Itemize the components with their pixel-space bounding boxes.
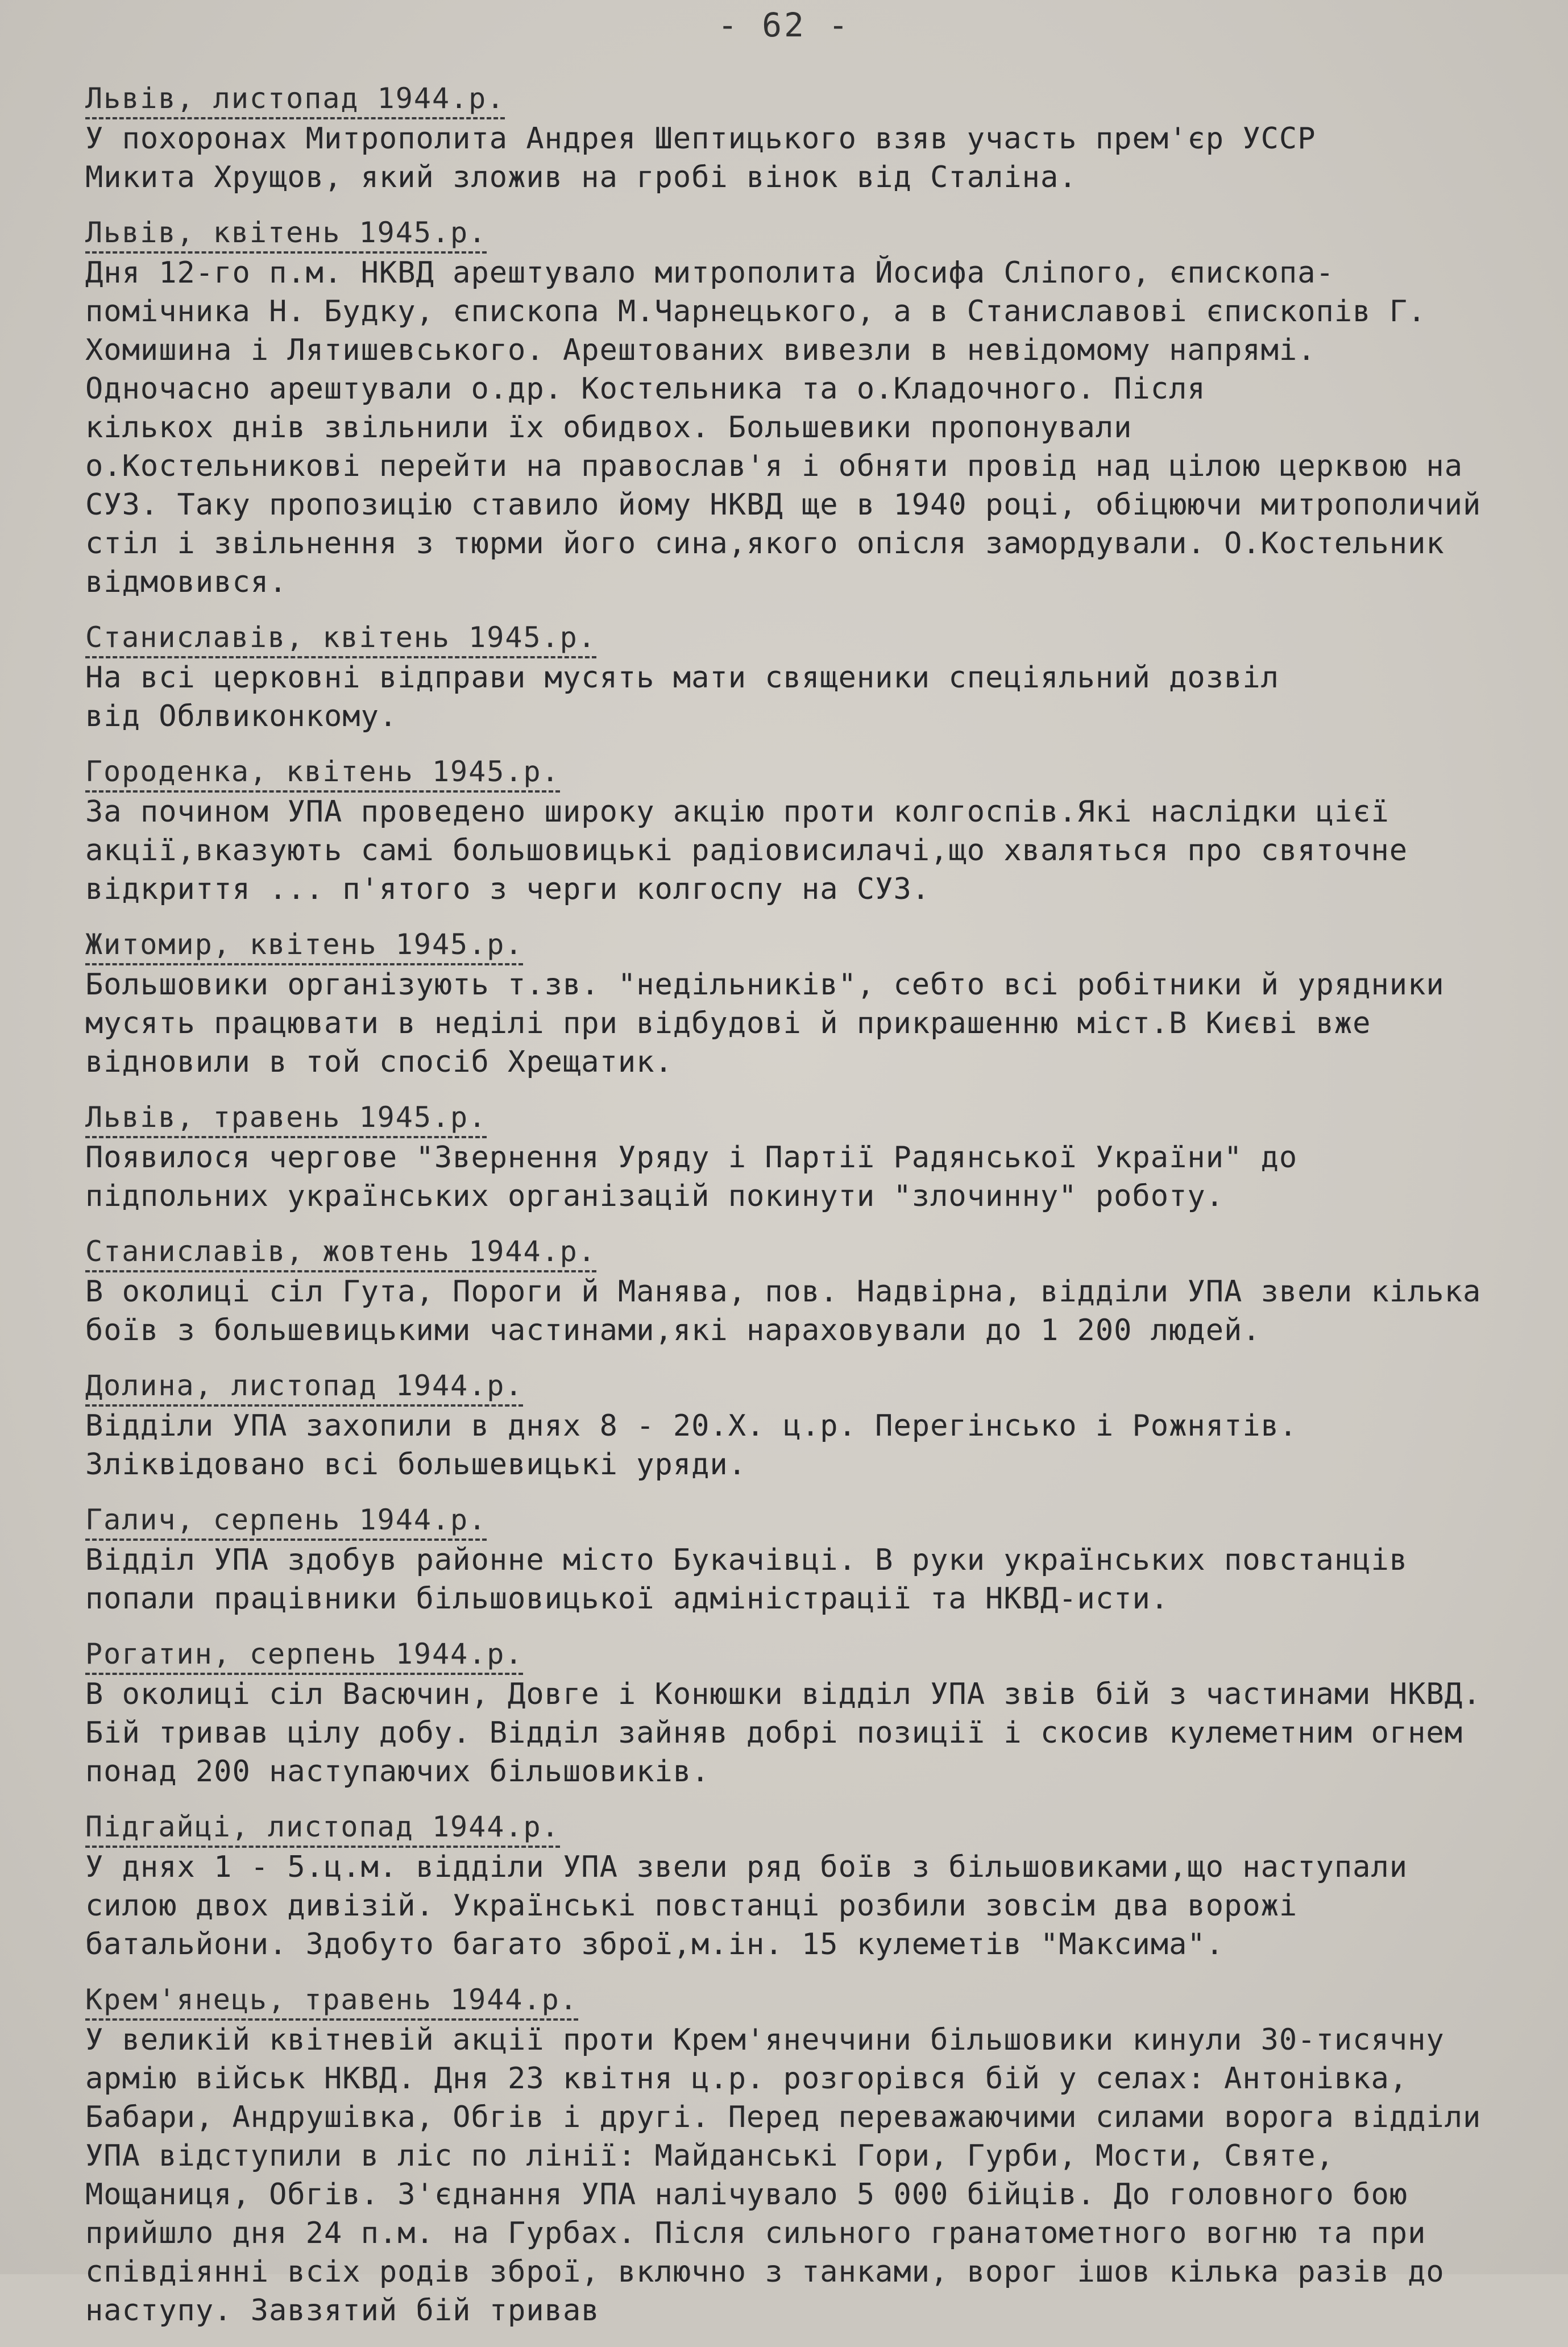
entry-dolyna-nov-1944 — [85, 1367, 1495, 1484]
entry-heading: Галич, серпень 1944.р. — [85, 1501, 487, 1541]
entry-heading: Львів, квітень 1945.р. — [85, 214, 487, 254]
entry-stanyslaviv-oct-1944 — [85, 1233, 1495, 1350]
entry-heading: Житомир, квітень 1945.р. — [85, 926, 523, 965]
entry-text: Відділ УПА здобув районне місто Букачівці. В руки українських повстанців попали працівники більшовицької адміністрації та НКВД-исти. — [85, 1543, 1408, 1616]
entry-text: Відділи УПА захопили в днях 8 - 20.X. ц.р. Перегінсько і Рожнятів. Зліквідовано всі большевицькі уряди. — [85, 1409, 1298, 1482]
entry-text: У похоронах Митрополита Андрея Шептицького взяв участь прем'єр УССР Микита Хрущов, який зложив на гробі вінок від Сталіна. — [85, 122, 1316, 194]
entry-heading: Долина, листопад 1944.р. — [85, 1367, 523, 1407]
entry-heading: Крем'янець, травень 1944.р. — [85, 1981, 578, 2021]
entry-heading: Підгайці, листопад 1944.р. — [85, 1808, 560, 1848]
entry-horodenka-apr-1945 — [85, 753, 1495, 909]
entry-stanyslaviv-apr-1945 — [85, 619, 1495, 736]
entry-pidhaitsi-nov-1944 — [85, 1808, 1495, 1964]
entry-text: За почином УПА проведено широку акцію проти колгоспів.Які наслідки цієї акції,вказують самі большовицькі радіовисилачі,що хваляться про святочне відкриття ... п'ятого з черги колгоспу на СУЗ. — [85, 795, 1408, 906]
page-number: - 62 - — [717, 6, 851, 44]
entry-text: На всі церковні відправи мусять мати священики спеціяльний дозвіл від Облвиконкому. — [85, 661, 1279, 733]
chronicle-entries — [85, 80, 1495, 2347]
entry-text: У днях 1 - 5.ц.м. відділи УПА звели ряд боїв з більшовиками,що наступали силою двох дивізій. Українські повстанці розбили зовсім два ворожі батальйони. Здобуто багато зброї,м.ін. 15 кулеметів "Максима". — [85, 1850, 1408, 1962]
entry-heading: Городенка, квітень 1945.р. — [85, 753, 560, 793]
entry-lviv-may-1945 — [85, 1098, 1495, 1216]
entry-text: В околиці сіл Васючин, Довге і Конюшки відділ УПА звів бій з частинами НКВД. Бій тривав цілу добу. Відділ зайняв добрі позиції і скосив кулеметним огнем понад 200 наступаючих більшовиків. — [85, 1677, 1482, 1789]
entry-zhytomyr-apr-1945 — [85, 926, 1495, 1081]
entry-rohatyn-aug-1944 — [85, 1635, 1495, 1791]
entry-heading: Львів, листопад 1944.р. — [85, 80, 505, 119]
entry-heading: Львів, травень 1945.р. — [85, 1098, 487, 1138]
entry-text: Большовики організують т.зв. "недільників", себто всі робітники й урядники мусять працювати в неділі при відбудові й прикрашенню міст.В Києві вже відновили в той спосіб Хрещатик. — [85, 968, 1445, 1079]
entry-text: У великій квітневій акції проти Крем'янеччини більшовики кинули 30-тисячну армію військ НКВД. Дня 23 квітня ц.р. розгорівся бій у селах: Антонівка, Бабари, Андрушівка, Обгів і другі. Перед переважаючими силами ворога відділи УПА відступили в ліс по лінії: Майданські Гори, Гурби, Мости, Святе, Мощаниця, Обгів. З'єднання УПА налічувало 5 000 бійців. До головного бою прийшло дня 24 п.м. на Гурбах. Після сильного гранатометного вогню та при співдіянні всіх родів зброї, включно з танками, ворог ішов кілька разів до наступу. Завзятий бій тривав — [85, 2023, 1482, 2328]
entry-heading: Рогатин, серпень 1944.р. — [85, 1635, 523, 1675]
entry-kremenets-may-1944 — [85, 1981, 1495, 2330]
entry-text: Появилося чергове "Звернення Уряду і Партії Радянської України" до підпольних українських організацій покинути "злочинну" роботу. — [85, 1141, 1298, 1213]
entry-text: В околиці сіл Гута, Пороги й Манява, пов. Надвірна, відділи УПА звели кілька боїв з большевицькими частинами,які нараховували до 1 200 людей. — [85, 1275, 1482, 1347]
entry-heading: Станиславів, жовтень 1944.р. — [85, 1233, 596, 1272]
entry-halych-aug-1944 — [85, 1501, 1495, 1618]
entry-lviv-apr-1945 — [85, 214, 1495, 602]
entry-text: Дня 12-го п.м. НКВД арештувало митрополита Йосифа Сліпого, єпископа- помічника Н. Будку, єпископа М.Чарнецького, а в Станиславові єпископів Г. Хомишина і Лятишевського. Арештованих вивезли в невідомому напрямі. Одночасно арештували о.др. Костельника та о.Кладочного. Після кількох днів звільнили їх обидвох. Большевики пропонували о.Костельникові перейти на православ'я і обняти провід над цілою церквою на СУЗ. Таку пропозицію ставило йому НКВД ще в 1940 році, обіцюючи митрополичий стіл і звільнення з тюрми його сина,якого опісля замордували. О.Костельник відмовився. — [85, 256, 1482, 599]
entry-heading: Станиславів, квітень 1945.р. — [85, 619, 596, 658]
entry-lviv-nov-1944 — [85, 80, 1495, 197]
